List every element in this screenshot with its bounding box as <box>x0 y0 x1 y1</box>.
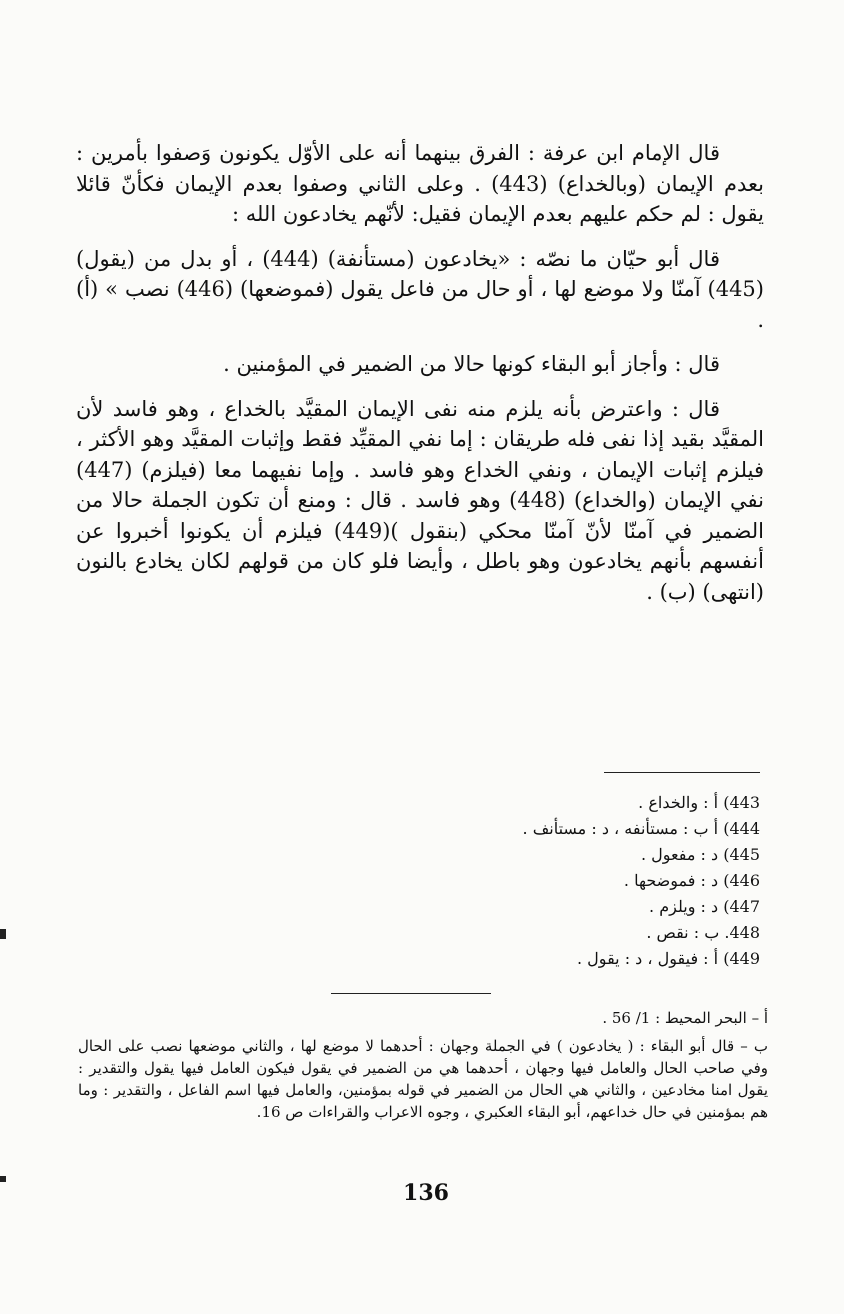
footnote-text: أ : فيقول ، د : يقول . <box>577 949 719 968</box>
footnote-item <box>140 920 760 946</box>
reference-item <box>78 1007 768 1029</box>
reference-label: أ – <box>751 1009 768 1027</box>
reference-label: ب – <box>740 1037 768 1055</box>
footnote-number: 445) <box>723 845 760 864</box>
paragraph-3: قال : وأجاز أبو البقاء كونها حالا من الضمير في المؤمنين . <box>223 352 720 376</box>
footnote-number: 449) <box>723 949 760 968</box>
main-text <box>76 138 764 621</box>
paragraph-1: قال الإمام ابن عرفة : الفرق بينهما أنه على الأوّل يكونون وَصفوا بأمرين : بعدم الإيمان (وبالخداع) (443) . وعلى الثاني وصفوا بعدم الإيمان فكأنّ قائلا يقول : لم حكم عليهم بعدم الإيمان فقيل: لأنّهم يخادعون الله : <box>76 141 764 226</box>
footnote-item <box>140 946 760 972</box>
footnote-text: د : مفعول . <box>640 845 719 864</box>
scan-margin-mark <box>0 1176 6 1182</box>
footnote-number: 444) <box>723 819 760 838</box>
footnote-number: 447) <box>723 897 760 916</box>
footnote-text: أ ب : مستأنفه ، د : مستأنف . <box>522 819 719 838</box>
footnote-item <box>140 868 760 894</box>
paragraph-4: قال : واعترض بأنه يلزم منه نفى الإيمان المقيَّد بالخداع ، وهو فاسد لأن المقيَّد بقيد إذا نفى فله طريقان : إما نفي المقيِّد فقط وإثبات المقيَّد وهو الأكثر ، فيلزم إثبات الإيمان ، ونفي الخداع وهو فاسد . وإما نفيهما معا (فيلزم) (447) نفي الإيمان (والخداع) (448) وهو فاسد . قال : ومنع أن تكون الجملة حالا من الضمير في آمنّا لأنّ آمنّا محكي (بنقول )(449) فيلزم أن يكونوا أخبروا عن أنفسهم بأنهم يخادعون وهو باطل ، وأيضا فلو كان من قولهم لكان يخادع بالنون (انتهى) (ب) . <box>76 396 764 604</box>
footnote-number: 446) <box>723 871 760 890</box>
reference-separator <box>331 993 491 994</box>
footnote-item <box>140 842 760 868</box>
scan-margin-mark <box>0 929 6 939</box>
footnote-separator <box>604 772 760 773</box>
reference-item <box>78 1035 768 1123</box>
footnote-number: 448. <box>724 923 760 942</box>
footnote-number: 443) <box>723 793 760 812</box>
references <box>78 1007 768 1129</box>
page-number: 136 <box>403 1180 449 1206</box>
footnote-text: ب : نقص . <box>646 923 720 942</box>
footnotes <box>140 790 760 972</box>
footnote-item <box>140 816 760 842</box>
reference-text: قال أبو البقاء : ( يخادعون ) في الجملة وجهان : أحدهما لا موضع لها ، والثاني موضعها نصب على الحال وفي صاحب الحال والعامل فيها وجهان ، أحدهما هي من الضمير في يقول فيكون العامل فيها يقول والتقدير : يقول امنا مخادعين ، والثاني هي الحال من الضمير في قوله بمؤمنين، والعامل فيها اسم الفاعل ، والتقدير : وما هم بمؤمنين في حال خداعهم، أبو البقاء العكبري ، وجوه الاعراب والقراءات ص 16. <box>78 1037 768 1121</box>
footnote-text: د : فموضحها . <box>623 871 719 890</box>
footnote-item <box>140 894 760 920</box>
footnote-text: د : ويلزم . <box>649 897 719 916</box>
footnote-text: أ : والخداع . <box>638 793 719 812</box>
paragraph-2: قال أبو حيّان ما نصّه : «يخادعون (مستأنفة) (444) ، أو بدل من (يقول) (445) آمنّا ولا موضع لها ، أو حال من فاعل يقول (فموضعها) (446) نصب » (أ) . <box>76 246 764 332</box>
footnote-item <box>140 790 760 816</box>
reference-text: البحر المحيط : 1/ 56 . <box>602 1009 747 1027</box>
